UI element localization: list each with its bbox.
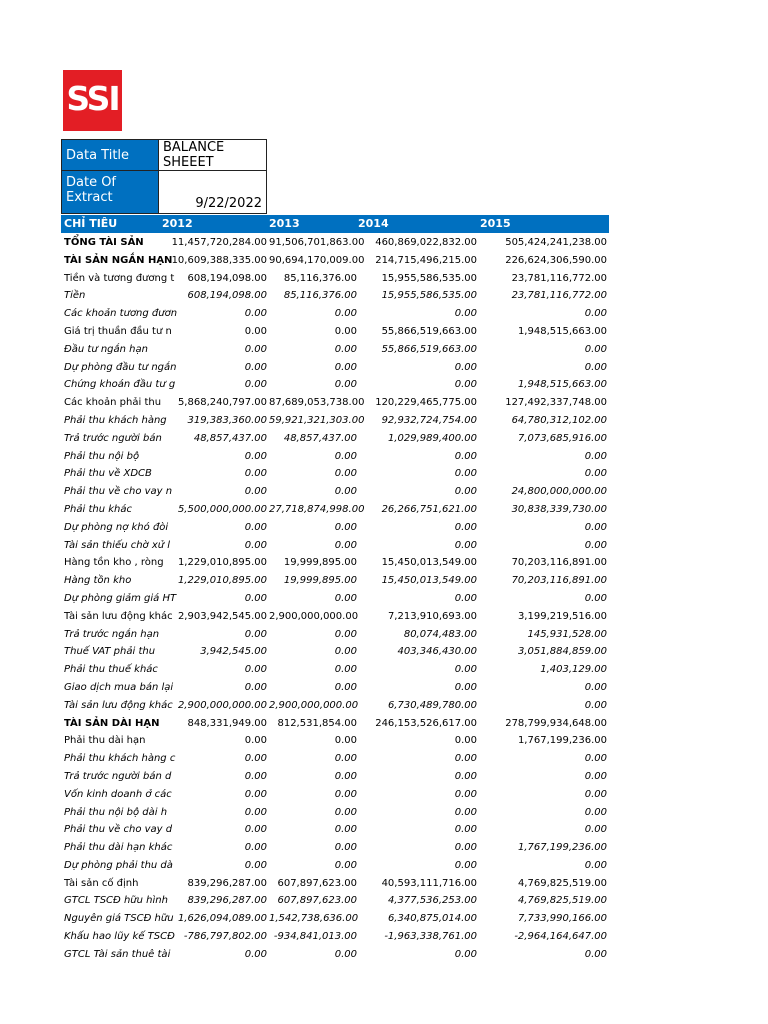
row-value-2015: 1,948,515,663.00 bbox=[517, 325, 607, 337]
row-value-2013: 0.00 bbox=[334, 948, 357, 960]
row-value-2013: 2,900,000,000.00 bbox=[269, 699, 359, 711]
row-label: Dự phòng đầu tư ngắn bbox=[64, 361, 177, 373]
row-value-2013: 90,694,170,009.00 bbox=[269, 254, 365, 266]
row-label: Tài sản cố định bbox=[64, 877, 139, 889]
date-of-extract-key: Date Of Extract bbox=[62, 171, 159, 214]
row-label: Trả trước người bán d bbox=[64, 770, 172, 782]
date-of-extract-value: 9/22/2022 bbox=[159, 171, 267, 214]
row-value-2012: 0.00 bbox=[244, 592, 267, 604]
row-value-2014: 55,866,519,663.00 bbox=[381, 325, 477, 337]
row-value-2012: 0.00 bbox=[244, 361, 267, 373]
row-value-2012: 608,194,098.00 bbox=[187, 290, 267, 302]
row-value-2012: 5,500,000,000.00 bbox=[177, 503, 267, 515]
table-row bbox=[61, 537, 621, 555]
header-year-2012: 2012 bbox=[162, 217, 193, 230]
row-value-2014: 0.00 bbox=[454, 859, 477, 871]
row-value-2014: 7,213,910,693.00 bbox=[387, 610, 477, 622]
row-value-2013: 19,999,895.00 bbox=[283, 575, 357, 587]
row-value-2012: 0.00 bbox=[244, 788, 267, 800]
row-value-2015: 0.00 bbox=[584, 753, 607, 765]
table-row bbox=[61, 786, 621, 804]
row-value-2013: 0.00 bbox=[334, 361, 357, 373]
row-label: Hàng tồn kho , ròng bbox=[64, 557, 164, 569]
row-label: Các khoản phải thu bbox=[64, 397, 162, 409]
table-row bbox=[61, 750, 621, 768]
row-value-2013: 0.00 bbox=[334, 628, 357, 640]
row-value-2014: 0.00 bbox=[454, 468, 477, 480]
row-value-2012: 0.00 bbox=[244, 806, 267, 818]
row-value-2013: 48,857,437.00 bbox=[283, 432, 357, 444]
row-value-2013: 19,999,895.00 bbox=[283, 557, 357, 569]
row-value-2015: 30,838,339,730.00 bbox=[511, 503, 607, 515]
table-row bbox=[61, 697, 621, 715]
table-row bbox=[61, 768, 621, 786]
row-value-2014: 0.00 bbox=[454, 379, 477, 391]
row-value-2012: -786,797,802.00 bbox=[183, 931, 267, 943]
row-value-2015: 3,051,884,859.00 bbox=[517, 646, 607, 658]
row-value-2013: 0.00 bbox=[334, 859, 357, 871]
row-value-2014: 0.00 bbox=[454, 806, 477, 818]
row-value-2013: 0.00 bbox=[334, 646, 357, 658]
row-value-2012: 10,609,388,335.00 bbox=[171, 254, 267, 266]
row-value-2014: 40,593,111,716.00 bbox=[381, 877, 477, 889]
row-label: Dự phòng giảm giá HT bbox=[64, 592, 177, 604]
row-label: Vốn kinh doanh ở các bbox=[64, 788, 172, 800]
row-label: GTCL TSCĐ hữu hình bbox=[64, 895, 168, 907]
row-value-2012: 0.00 bbox=[244, 521, 267, 533]
row-value-2015: 0.00 bbox=[584, 450, 607, 462]
row-value-2013: 0.00 bbox=[334, 842, 357, 854]
row-value-2015: 0.00 bbox=[584, 681, 607, 693]
row-value-2014: 0.00 bbox=[454, 735, 477, 747]
row-value-2012: 0.00 bbox=[244, 325, 267, 337]
row-label: Hàng tồn kho bbox=[64, 575, 132, 587]
ssi-logo-text: SSI bbox=[66, 79, 119, 118]
row-value-2015: 0.00 bbox=[584, 948, 607, 960]
row-value-2013: 0.00 bbox=[334, 450, 357, 462]
row-value-2015: 0.00 bbox=[584, 592, 607, 604]
row-value-2014: 55,866,519,663.00 bbox=[381, 343, 477, 355]
row-value-2012: 608,194,098.00 bbox=[187, 272, 267, 284]
row-value-2012: 3,942,545.00 bbox=[200, 646, 267, 658]
table-row bbox=[61, 287, 621, 305]
row-label: Giao dịch mua bán lại bbox=[64, 681, 174, 693]
row-value-2013: 0.00 bbox=[334, 468, 357, 480]
row-value-2015: 1,948,515,663.00 bbox=[517, 379, 607, 391]
row-value-2015: 4,769,825,519.00 bbox=[517, 895, 607, 907]
table-row bbox=[61, 804, 621, 822]
row-value-2013: 0.00 bbox=[334, 521, 357, 533]
row-value-2012: 0.00 bbox=[244, 753, 267, 765]
row-value-2014: 0.00 bbox=[454, 842, 477, 854]
row-value-2012: 11,457,720,284.00 bbox=[171, 237, 267, 248]
row-label: Nguyên giá TSCĐ hữu bbox=[64, 913, 174, 925]
row-value-2013: 0.00 bbox=[334, 664, 357, 676]
row-value-2015: 1,767,199,236.00 bbox=[517, 735, 607, 747]
row-value-2013: 0.00 bbox=[334, 735, 357, 747]
row-value-2013: 0.00 bbox=[334, 788, 357, 800]
table-row bbox=[61, 608, 621, 626]
row-value-2014: 0.00 bbox=[454, 681, 477, 693]
row-label: TỔNG TÀI SẢN bbox=[64, 237, 144, 248]
row-value-2014: 246,153,526,617.00 bbox=[375, 717, 477, 729]
row-value-2012: 0.00 bbox=[244, 842, 267, 854]
row-value-2015: 0.00 bbox=[584, 859, 607, 871]
row-value-2012: 0.00 bbox=[244, 379, 267, 391]
row-value-2014: 15,450,013,549.00 bbox=[381, 557, 477, 569]
row-label: Dự phòng nợ khó đòi bbox=[64, 521, 169, 533]
table-row bbox=[61, 572, 621, 590]
table-row bbox=[61, 839, 621, 857]
row-value-2014: 1,029,989,400.00 bbox=[387, 432, 477, 444]
row-value-2013: 0.00 bbox=[334, 592, 357, 604]
row-value-2013: 0.00 bbox=[334, 486, 357, 498]
row-label: Tiền và tương đương t bbox=[64, 272, 175, 284]
row-value-2013: 812,531,854.00 bbox=[277, 717, 357, 729]
row-label: Giá trị thuần đầu tư n bbox=[64, 325, 172, 337]
table-row bbox=[61, 661, 621, 679]
row-value-2015: -2,964,164,647.00 bbox=[514, 931, 607, 943]
row-value-2013: 85,116,376.00 bbox=[283, 290, 357, 302]
row-value-2015: 0.00 bbox=[584, 770, 607, 782]
row-value-2013: 59,921,321,303.00 bbox=[269, 414, 365, 426]
row-label: Phải thu khách hàng c bbox=[64, 753, 176, 765]
row-value-2014: 92,932,724,754.00 bbox=[381, 414, 477, 426]
row-label: Khấu hao lũy kế TSCĐ bbox=[64, 931, 175, 943]
row-value-2014: 6,340,875,014.00 bbox=[387, 913, 477, 925]
row-value-2012: 1,626,094,089.00 bbox=[177, 913, 267, 925]
table-row bbox=[61, 946, 621, 964]
header-year-2014: 2014 bbox=[358, 217, 389, 230]
row-value-2015: 226,624,306,590.00 bbox=[505, 254, 607, 266]
row-value-2014: 0.00 bbox=[454, 450, 477, 462]
row-value-2014: 0.00 bbox=[454, 770, 477, 782]
row-value-2015: 0.00 bbox=[584, 521, 607, 533]
table-row bbox=[61, 305, 621, 323]
row-value-2013: 0.00 bbox=[334, 770, 357, 782]
row-label: Trả trước người bán bbox=[64, 432, 162, 444]
table-header bbox=[61, 215, 609, 233]
table-row bbox=[61, 821, 621, 839]
row-label: TÀI SẢN NGẮN HẠN bbox=[64, 254, 173, 266]
row-value-2013: 0.00 bbox=[334, 308, 357, 320]
table-row bbox=[61, 875, 621, 893]
row-label: Đầu tư ngắn hạn bbox=[64, 343, 148, 355]
row-value-2013: 0.00 bbox=[334, 824, 357, 836]
table-row bbox=[61, 928, 621, 946]
row-value-2015: 7,733,990,166.00 bbox=[517, 913, 607, 925]
table-row bbox=[61, 430, 621, 448]
row-value-2015: 0.00 bbox=[584, 539, 607, 551]
row-label: Thuế VAT phải thu bbox=[64, 646, 156, 658]
row-value-2012: 5,868,240,797.00 bbox=[177, 397, 267, 409]
row-value-2014: 403,346,430.00 bbox=[397, 646, 477, 658]
row-label: Phải thu về XDCB bbox=[64, 468, 152, 480]
table-row bbox=[61, 234, 621, 252]
row-label: Phải thu khác bbox=[64, 503, 132, 515]
row-label: Chứng khoán đầu tư g bbox=[64, 379, 176, 391]
row-value-2015: 0.00 bbox=[584, 788, 607, 800]
row-value-2015: 1,403,129.00 bbox=[540, 664, 607, 676]
table-row bbox=[61, 465, 621, 483]
row-value-2014: 15,955,586,535.00 bbox=[381, 272, 477, 284]
row-value-2014: 120,229,465,775.00 bbox=[375, 397, 477, 409]
row-value-2015: 24,800,000,000.00 bbox=[511, 486, 607, 498]
row-value-2014: 0.00 bbox=[454, 753, 477, 765]
row-value-2012: 0.00 bbox=[244, 664, 267, 676]
table-row bbox=[61, 857, 621, 875]
table-row bbox=[61, 679, 621, 697]
row-label: Phải thu thuế khác bbox=[64, 664, 158, 676]
row-value-2013: 0.00 bbox=[334, 379, 357, 391]
row-value-2014: 15,955,586,535.00 bbox=[381, 290, 477, 302]
row-value-2013: 0.00 bbox=[334, 806, 357, 818]
row-value-2015: 0.00 bbox=[584, 361, 607, 373]
row-value-2012: 0.00 bbox=[244, 450, 267, 462]
balance-sheet-rows bbox=[61, 234, 621, 964]
row-label: Tài sản lưu động khác bbox=[64, 610, 173, 622]
row-value-2015: 278,799,934,648.00 bbox=[505, 717, 607, 729]
row-value-2015: 70,203,116,891.00 bbox=[511, 557, 607, 569]
row-value-2015: 0.00 bbox=[584, 824, 607, 836]
table-row bbox=[61, 715, 621, 733]
row-value-2015: 0.00 bbox=[584, 308, 607, 320]
row-value-2014: 214,715,496,215.00 bbox=[375, 254, 477, 266]
row-value-2013: -934,841,013.00 bbox=[273, 931, 357, 943]
table-row bbox=[61, 252, 621, 270]
row-label: Phải thu về cho vay d bbox=[64, 824, 173, 836]
row-value-2013: 1,542,738,636.00 bbox=[269, 913, 359, 925]
row-value-2013: 0.00 bbox=[334, 325, 357, 337]
table-row bbox=[61, 448, 621, 466]
row-value-2014: 0.00 bbox=[454, 664, 477, 676]
table-row bbox=[61, 412, 621, 430]
row-value-2014: 0.00 bbox=[454, 486, 477, 498]
row-value-2013: 85,116,376.00 bbox=[283, 272, 357, 284]
row-value-2012: 0.00 bbox=[244, 681, 267, 693]
table-row bbox=[61, 270, 621, 288]
table-row bbox=[61, 341, 621, 359]
data-title-key: Data Title bbox=[62, 140, 159, 171]
row-label: Phải thu nội bộ bbox=[64, 450, 140, 462]
row-label: TÀI SẢN DÀI HẠN bbox=[64, 717, 160, 729]
row-label: Trả trước ngắn hạn bbox=[64, 628, 160, 640]
table-row bbox=[61, 554, 621, 572]
row-value-2015: 0.00 bbox=[584, 343, 607, 355]
row-label: Tiền bbox=[64, 290, 86, 302]
row-label: GTCL Tài sản thuê tài bbox=[64, 948, 171, 960]
row-value-2013: 607,897,623.00 bbox=[277, 877, 357, 889]
row-value-2015: 4,769,825,519.00 bbox=[517, 877, 607, 889]
table-row bbox=[61, 892, 621, 910]
row-value-2012: 1,229,010,895.00 bbox=[177, 557, 267, 569]
table-row bbox=[61, 483, 621, 501]
row-value-2015: 127,492,337,748.00 bbox=[505, 397, 607, 409]
row-value-2014: 4,377,536,253.00 bbox=[387, 895, 477, 907]
row-value-2014: 0.00 bbox=[454, 521, 477, 533]
row-value-2012: 0.00 bbox=[244, 948, 267, 960]
row-value-2013: 91,506,701,863.00 bbox=[269, 237, 365, 248]
table-row bbox=[61, 910, 621, 928]
header-label: CHỈ TIÊU bbox=[64, 217, 118, 230]
table-row bbox=[61, 501, 621, 519]
row-label: Phải thu dài hạn bbox=[64, 735, 146, 747]
row-value-2014: -1,963,338,761.00 bbox=[384, 931, 477, 943]
row-value-2014: 26,266,751,621.00 bbox=[381, 503, 477, 515]
table-row bbox=[61, 590, 621, 608]
table-row bbox=[61, 732, 621, 750]
table-row bbox=[61, 626, 621, 644]
data-title-value: BALANCE SHEEET bbox=[159, 140, 267, 171]
row-value-2015: 0.00 bbox=[584, 699, 607, 711]
row-value-2014: 0.00 bbox=[454, 592, 477, 604]
row-value-2012: 48,857,437.00 bbox=[193, 432, 267, 444]
row-value-2014: 80,074,483.00 bbox=[403, 628, 477, 640]
row-value-2012: 839,296,287.00 bbox=[187, 877, 267, 889]
row-value-2012: 319,383,360.00 bbox=[187, 414, 267, 426]
row-value-2013: 0.00 bbox=[334, 681, 357, 693]
row-value-2015: 70,203,116,891.00 bbox=[511, 575, 607, 587]
table-row bbox=[61, 643, 621, 661]
table-row bbox=[61, 394, 621, 412]
row-value-2012: 0.00 bbox=[244, 468, 267, 480]
ssi-logo bbox=[63, 70, 122, 131]
row-value-2013: 0.00 bbox=[334, 343, 357, 355]
row-value-2014: 15,450,013,549.00 bbox=[381, 575, 477, 587]
row-value-2015: 7,073,685,916.00 bbox=[517, 432, 607, 444]
row-value-2012: 2,900,000,000.00 bbox=[177, 699, 267, 711]
row-value-2013: 87,689,053,738.00 bbox=[269, 397, 365, 409]
row-value-2012: 839,296,287.00 bbox=[187, 895, 267, 907]
row-value-2013: 27,718,874,998.00 bbox=[269, 503, 365, 515]
row-value-2012: 0.00 bbox=[244, 735, 267, 747]
header-year-2015: 2015 bbox=[480, 217, 511, 230]
row-value-2012: 0.00 bbox=[244, 628, 267, 640]
row-value-2014: 0.00 bbox=[454, 948, 477, 960]
row-value-2013: 607,897,623.00 bbox=[277, 895, 357, 907]
table-row bbox=[61, 359, 621, 377]
table-row bbox=[61, 376, 621, 394]
row-value-2015: 23,781,116,772.00 bbox=[511, 272, 607, 284]
row-value-2014: 6,730,489,780.00 bbox=[387, 699, 477, 711]
row-value-2014: 0.00 bbox=[454, 824, 477, 836]
row-value-2012: 2,903,942,545.00 bbox=[177, 610, 267, 622]
row-value-2015: 145,931,528.00 bbox=[527, 628, 607, 640]
row-value-2013: 0.00 bbox=[334, 753, 357, 765]
table-row bbox=[61, 519, 621, 537]
header-year-2013: 2013 bbox=[269, 217, 300, 230]
row-label: Phải thu nội bộ dài h bbox=[64, 806, 168, 818]
row-value-2012: 1,229,010,895.00 bbox=[177, 575, 267, 587]
row-label: Các khoản tương đươn bbox=[64, 308, 178, 320]
row-value-2015: 1,767,199,236.00 bbox=[517, 842, 607, 854]
row-value-2014: 0.00 bbox=[454, 361, 477, 373]
row-value-2012: 0.00 bbox=[244, 770, 267, 782]
row-value-2012: 0.00 bbox=[244, 539, 267, 551]
row-value-2012: 0.00 bbox=[244, 308, 267, 320]
row-value-2015: 0.00 bbox=[584, 468, 607, 480]
row-label: Phải thu về cho vay n bbox=[64, 486, 173, 498]
row-value-2012: 0.00 bbox=[244, 343, 267, 355]
row-value-2013: 2,900,000,000.00 bbox=[269, 610, 359, 622]
row-value-2014: 0.00 bbox=[454, 308, 477, 320]
row-value-2012: 0.00 bbox=[244, 824, 267, 836]
row-value-2015: 23,781,116,772.00 bbox=[511, 290, 607, 302]
row-label: Tài sản thiếu chờ xử l bbox=[64, 539, 171, 551]
row-value-2014: 0.00 bbox=[454, 539, 477, 551]
row-label: Tài sản lưu động khác bbox=[64, 699, 173, 711]
row-value-2015: 3,199,219,516.00 bbox=[517, 610, 607, 622]
row-value-2014: 0.00 bbox=[454, 788, 477, 800]
meta-table bbox=[61, 139, 267, 214]
row-value-2012: 0.00 bbox=[244, 859, 267, 871]
row-value-2013: 0.00 bbox=[334, 539, 357, 551]
row-label: Dự phòng phải thu dà bbox=[64, 859, 173, 871]
table-row bbox=[61, 323, 621, 341]
row-value-2012: 0.00 bbox=[244, 486, 267, 498]
row-label: Phải thu khách hàng bbox=[64, 414, 167, 426]
row-value-2012: 848,331,949.00 bbox=[187, 717, 267, 729]
row-value-2014: 460,869,022,832.00 bbox=[375, 237, 477, 248]
row-value-2015: 64,780,312,102.00 bbox=[511, 414, 607, 426]
row-value-2015: 0.00 bbox=[584, 806, 607, 818]
row-label: Phải thu dài hạn khác bbox=[64, 842, 173, 854]
row-value-2015: 505,424,241,238.00 bbox=[505, 237, 607, 248]
